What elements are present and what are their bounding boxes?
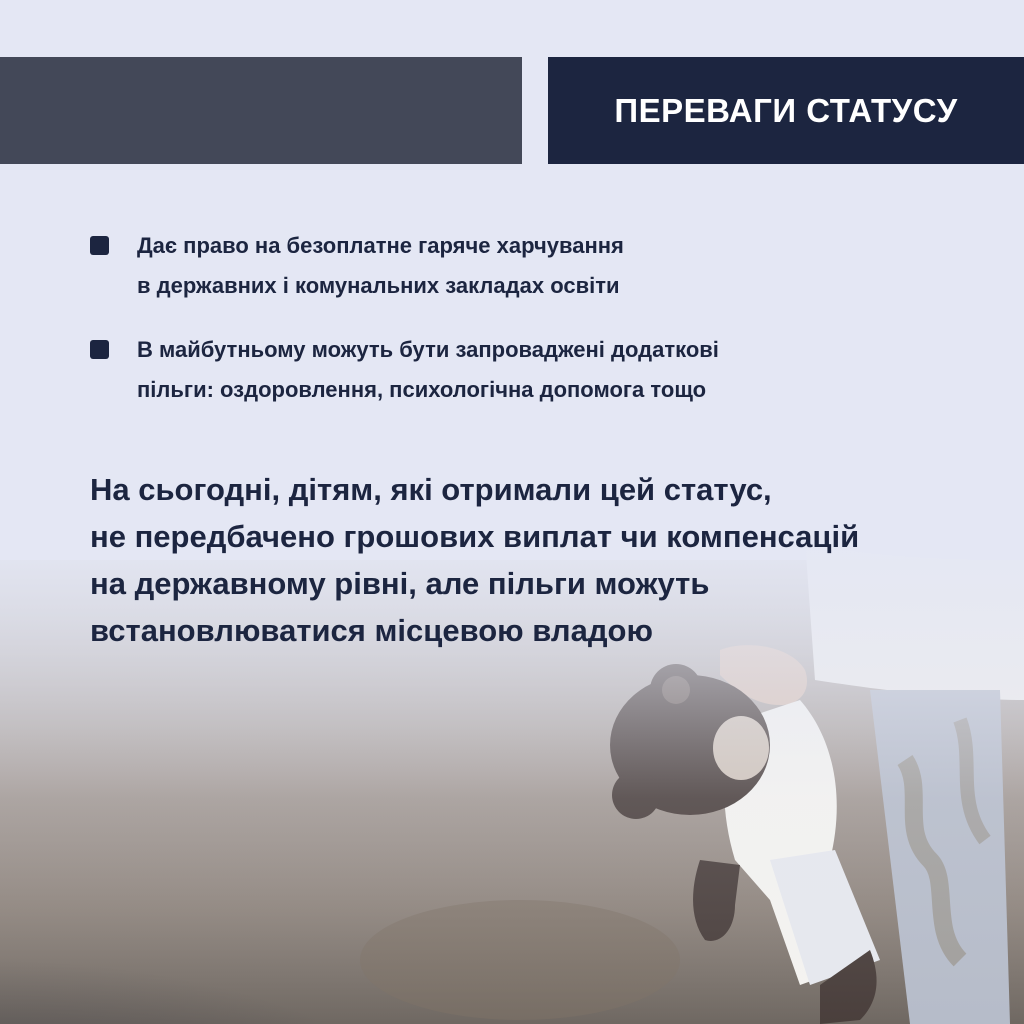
square-bullet-icon [90, 236, 109, 255]
title-banner [548, 57, 1024, 164]
statement-line: на державному рівні, але пільги можуть [90, 566, 710, 601]
benefits-list [90, 226, 970, 434]
page-title: ПЕРЕВАГИ СТАТУСУ [614, 91, 958, 129]
statement-text [90, 466, 1010, 654]
statement-line: не передбачено грошових виплат чи компенсацій [90, 519, 860, 554]
list-item-line: в державних і комунальних закладах освіти [137, 273, 620, 298]
square-bullet-icon [90, 340, 109, 359]
decorative-bar [0, 57, 522, 164]
list-item [90, 226, 970, 306]
statement-line: На сьогодні, дітям, які отримали цей статус, [90, 472, 772, 507]
list-item-line: В майбутньому можуть бути запроваджені додаткові [137, 337, 719, 362]
list-item-line: пільги: оздоровлення, психологічна допомога тощо [137, 377, 707, 402]
list-item-text [137, 330, 719, 410]
statement-line: встановлюватися місцевою владою [90, 613, 653, 648]
list-item-text [137, 226, 624, 306]
list-item [90, 330, 970, 410]
list-item-line: Дає право на безоплатне гаряче харчування [137, 233, 624, 258]
